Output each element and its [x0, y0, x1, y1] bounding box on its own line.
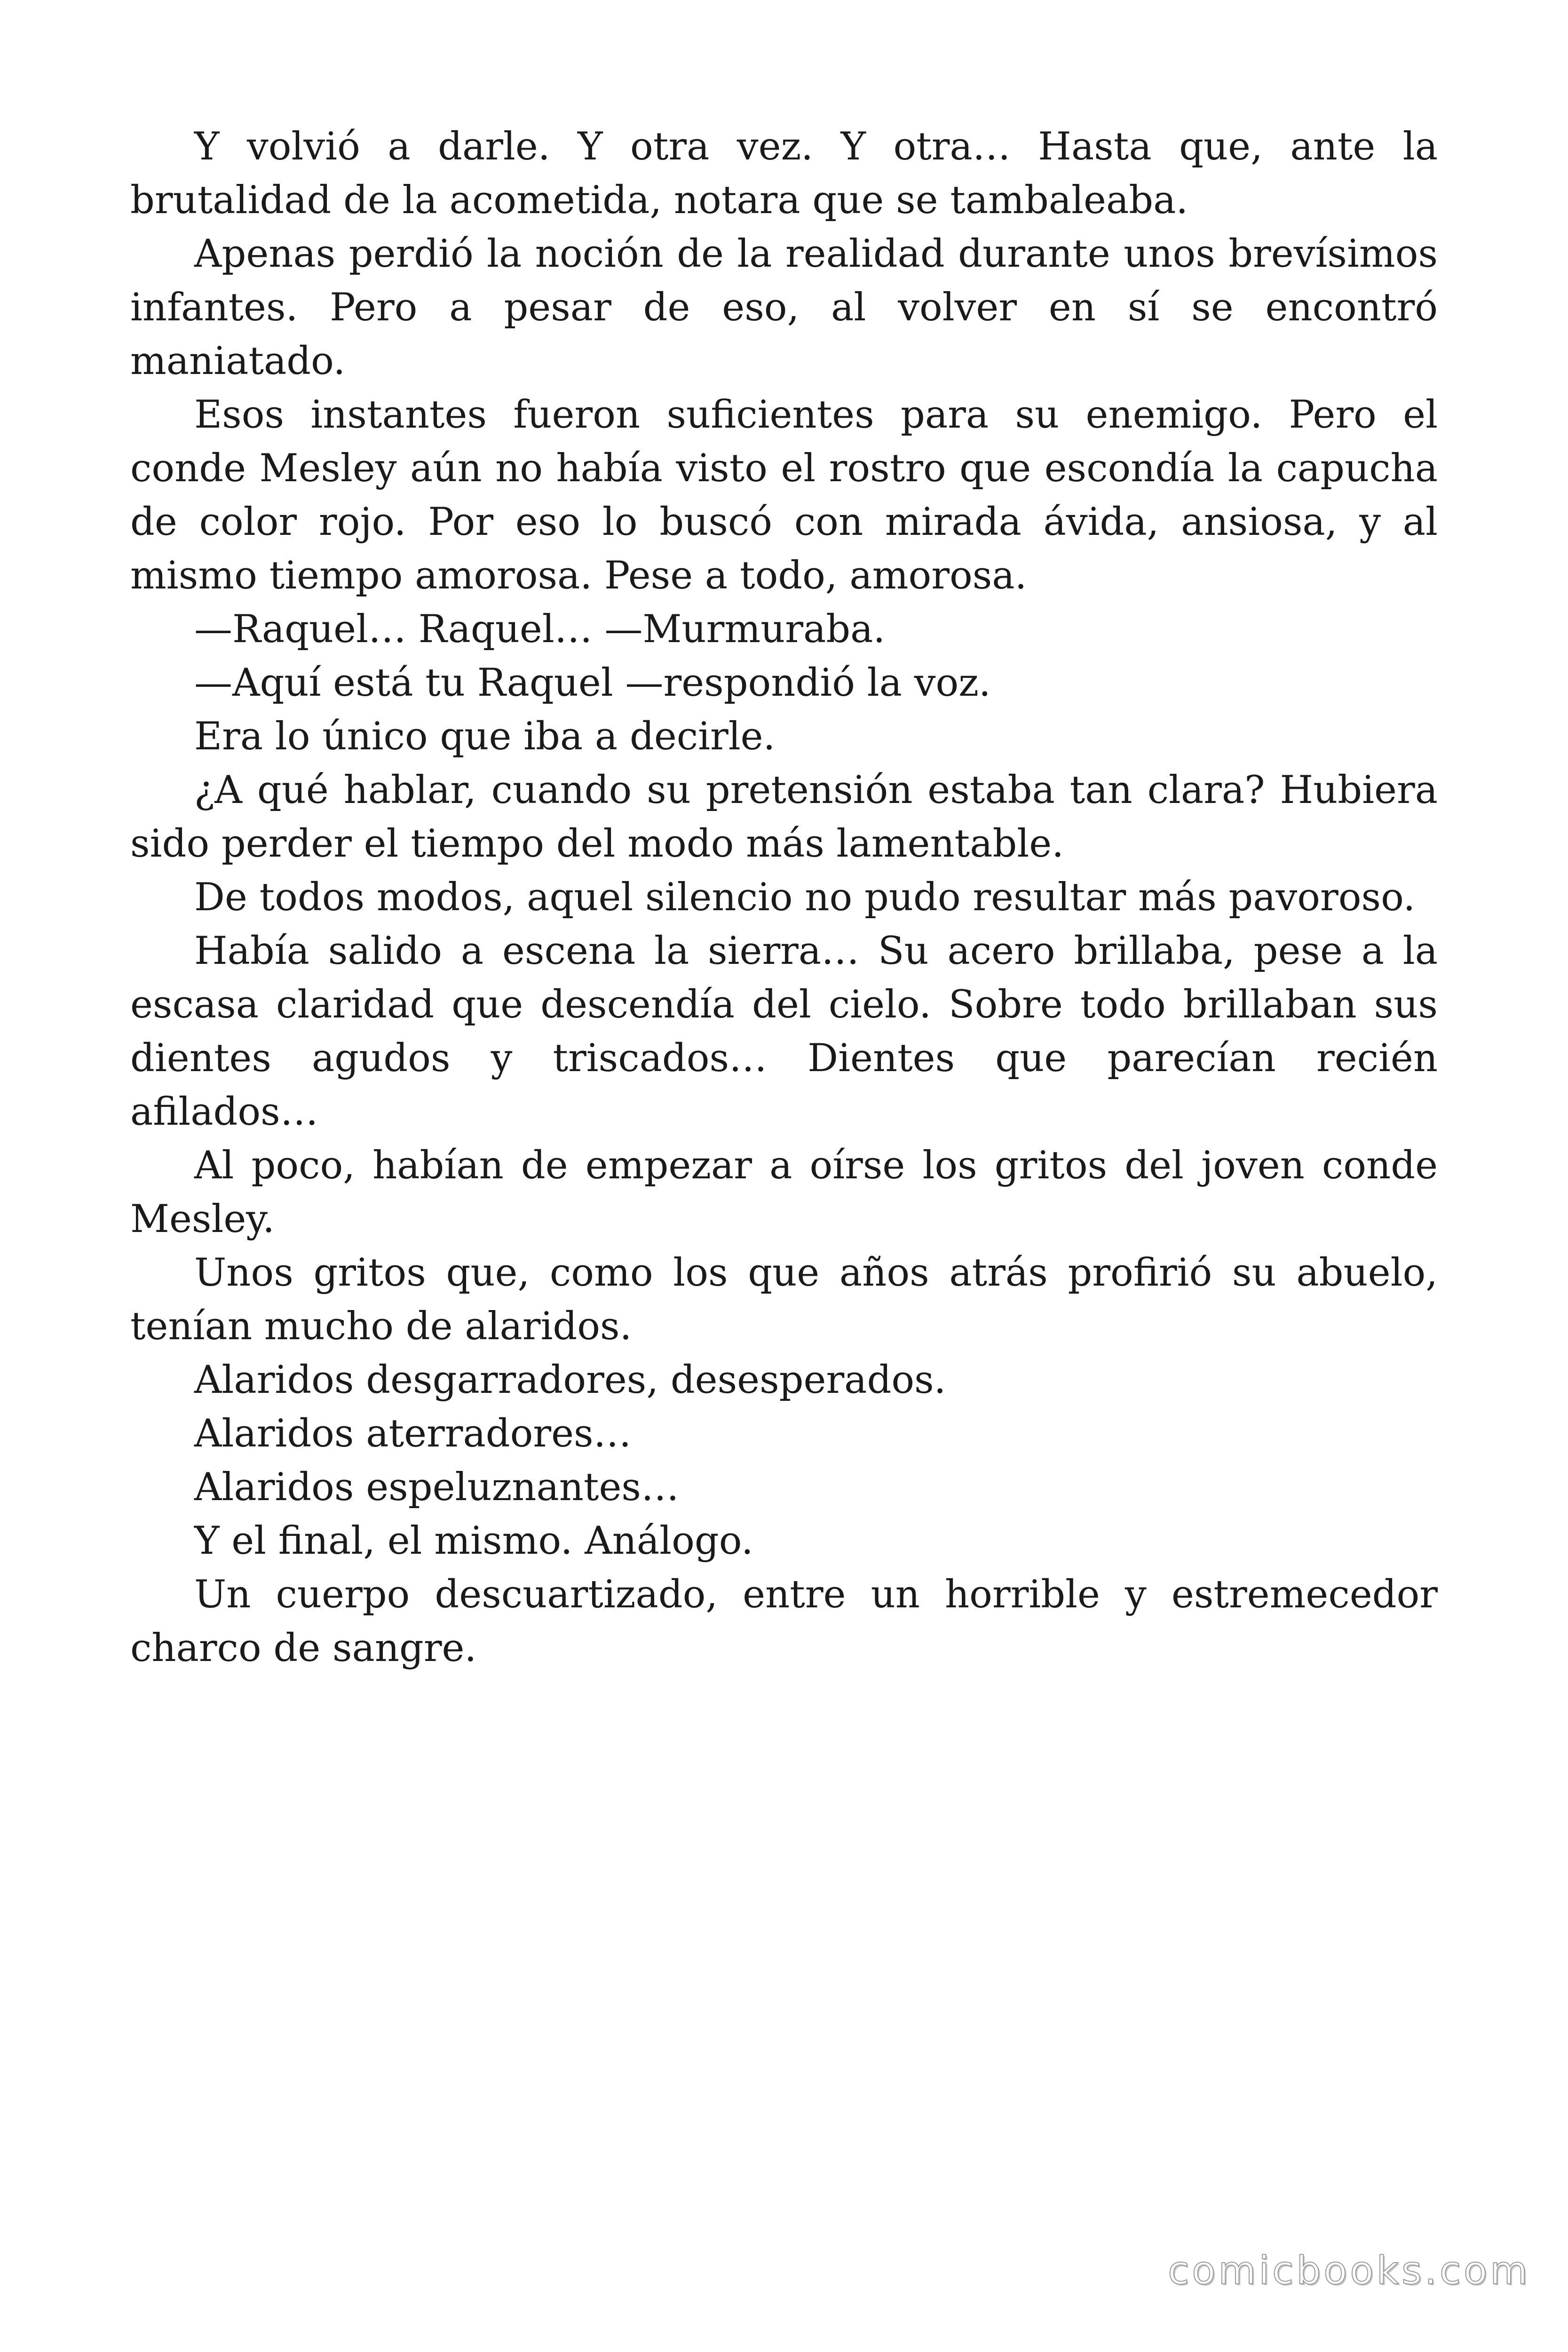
paragraph: —Raquel… Raquel… —Murmuraba. — [194, 607, 886, 652]
paragraph: Alaridos desgarradores, desesperados. — [194, 1358, 946, 1402]
paragraph: Unos gritos que, como los que años atrás profirió su abuelo, tenían mucho de alaridos. — [130, 1251, 1438, 1349]
paragraph: Había salido a escena la sierra… Su acero brillaba, pese a la escasa claridad que descendía del cielo. Sobre todo brillaban sus dientes agudos y triscados… Dientes que parecían recién afilados… — [130, 929, 1438, 1134]
paragraph: Y el final, el mismo. Análogo. — [194, 1519, 753, 1563]
paragraph: ¿A qué hablar, cuando su pretensión estaba tan clara? Hubiera sido perder el tiempo del modo más lamentable. — [130, 768, 1438, 866]
page-body — [130, 120, 1438, 1675]
paragraph: —Aquí está tu Raquel —respondió la voz. — [194, 661, 991, 705]
paragraph: Apenas perdió la noción de la realidad durante unos brevísimos infantes. Pero a pesar de eso, al volver en sí se encontró maniatado. — [130, 232, 1438, 383]
paragraph: Alaridos aterradores… — [194, 1412, 632, 1456]
watermark: comicbooks.com — [1168, 2249, 1530, 2293]
paragraph: Un cuerpo descuartizado, entre un horrible y estremecedor charco de sangre. — [130, 1573, 1438, 1670]
paragraph: Y volvió a darle. Y otra vez. Y otra… Hasta que, ante la brutalidad de la acometida, notara que se tambaleaba. — [130, 125, 1438, 222]
paragraph: Al poco, habían de empezar a oírse los gritos del joven conde Mesley. — [130, 1144, 1438, 1241]
paragraph: Esos instantes fueron suficientes para su enemigo. Pero el conde Mesley aún no había visto el rostro que escondía la capucha de color rojo. Por eso lo buscó con mirada ávida, ansiosa, y al mismo tiempo amorosa. Pese a todo, amorosa. — [130, 393, 1438, 598]
paragraph: De todos modos, aquel silencio no pudo resultar más pavoroso. — [194, 875, 1416, 920]
paragraph: Era lo único que iba a decirle. — [194, 715, 776, 759]
paragraph: Alaridos espeluznantes… — [194, 1465, 679, 1510]
